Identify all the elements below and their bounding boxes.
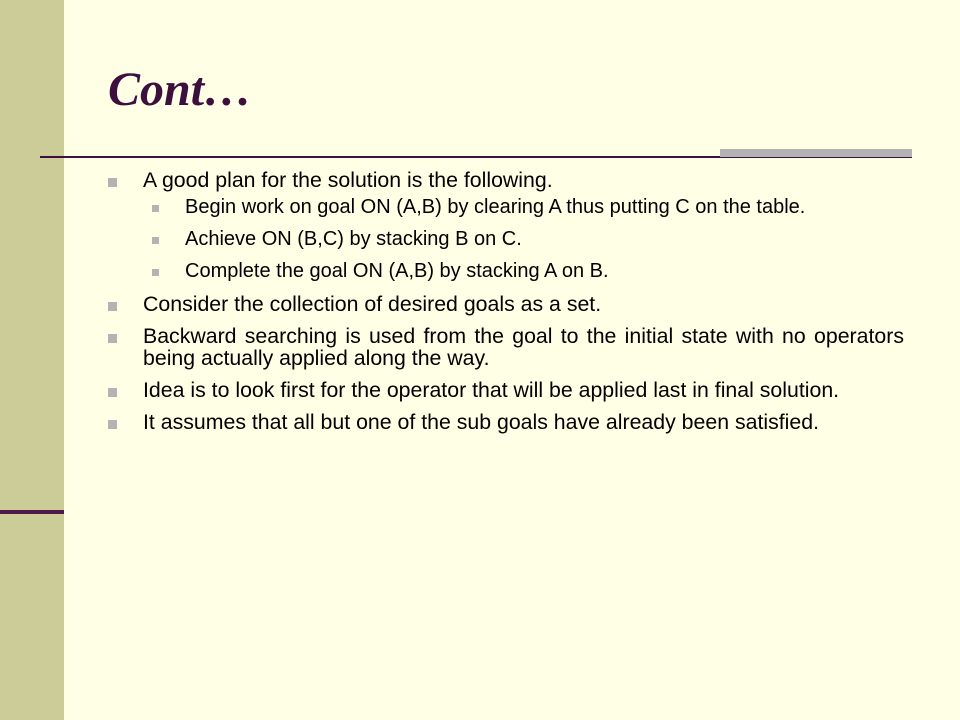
sub-bullet-item	[150, 229, 904, 249]
bullet-item	[108, 411, 904, 433]
bullet-text: It assumes that all but one of the sub goals have already been satisfied.	[143, 410, 820, 434]
bullet-list	[108, 169, 904, 443]
title-accent-bar	[720, 149, 912, 157]
bullet-item	[108, 325, 904, 369]
square-bullet-icon	[108, 302, 117, 311]
square-bullet-icon	[152, 237, 159, 244]
bullet-text: A good plan for the solution is the following.	[143, 168, 553, 192]
sub-bullet-text: Complete the goal ON (A,B) by stacking A on B.	[185, 260, 609, 282]
sub-bullet-text: Begin work on goal ON (A,B) by clearing A thus putting C on the table.	[185, 196, 806, 218]
bullet-item	[108, 169, 904, 191]
bullet-item	[108, 293, 904, 315]
square-bullet-icon	[152, 205, 159, 212]
square-bullet-icon	[108, 334, 117, 343]
square-bullet-icon	[152, 269, 159, 276]
square-bullet-icon	[108, 388, 117, 397]
sub-bullet-text: Achieve ON (B,C) by stacking B on C.	[185, 228, 522, 250]
slide-title: Cont…	[108, 63, 253, 116]
sub-bullet-item	[150, 197, 904, 217]
bullet-text: Idea is to look first for the operator that will be applied last in final solution.	[143, 378, 840, 402]
bullet-text: Backward searching is used from the goal to the initial state with no operators being actually applied along the way.	[143, 324, 904, 370]
bullet-item	[108, 379, 904, 401]
square-bullet-icon	[108, 420, 117, 429]
sub-bullet-item	[150, 261, 904, 281]
bullet-text: Consider the collection of desired goals as a set.	[143, 292, 602, 316]
square-bullet-icon	[108, 178, 117, 187]
left-sidebar-band	[0, 0, 64, 720]
sidebar-accent-bar	[0, 510, 64, 514]
